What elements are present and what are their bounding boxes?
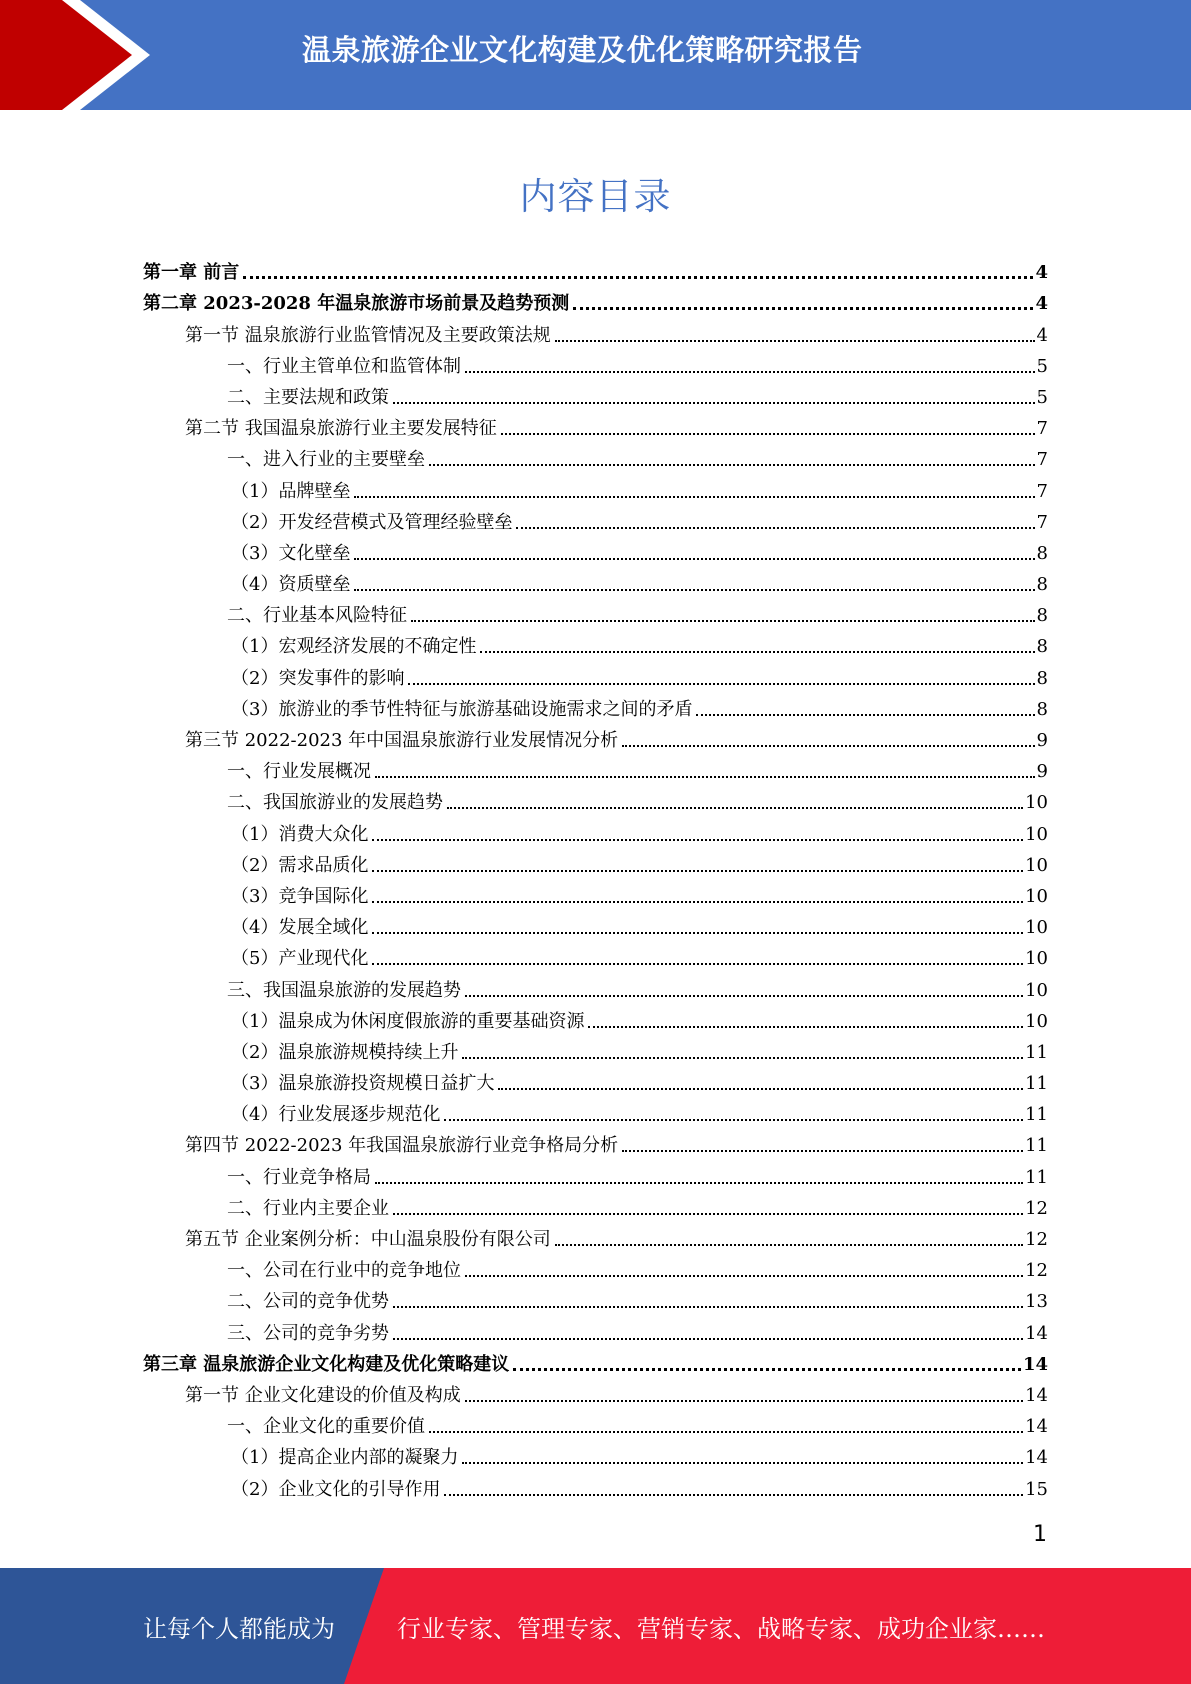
toc-entry[interactable] (143, 409, 1048, 440)
toc-dot-leader (243, 276, 1033, 279)
toc-entry[interactable] (143, 378, 1048, 409)
header-arrow-shape (0, 0, 160, 110)
header-banner (0, 0, 1191, 110)
toc-entry[interactable] (143, 721, 1048, 752)
toc-dot-leader (555, 340, 1035, 342)
toc-entry-page: 13 (1025, 1291, 1048, 1313)
toc-entry-label: （1）消费大众化 (231, 823, 369, 845)
toc-dot-leader (465, 1400, 1023, 1402)
toc-entry-page: 10 (1025, 917, 1048, 939)
toc-entry-page: 10 (1025, 1010, 1048, 1032)
toc-dot-leader (393, 1213, 1023, 1215)
toc-dot-leader (498, 1088, 1023, 1090)
toc-dot-leader (393, 1338, 1023, 1340)
toc-entry-page: 11 (1025, 1041, 1048, 1063)
toc-entry-label: 第一节 温泉旅游行业监管情况及主要政策法规 (185, 324, 551, 346)
toc-entry-label: （1）宏观经济发展的不确定性 (231, 636, 477, 658)
footer-slogan-left: 让每个人都能成为 (143, 1615, 335, 1643)
toc-entry-label: 第一节 企业文化建设的价值及构成 (185, 1384, 461, 1406)
toc-entry[interactable] (143, 565, 1048, 596)
toc-entry-page: 14 (1025, 1447, 1048, 1469)
toc-entry-page: 10 (1025, 854, 1048, 876)
toc-entry-label: 一、进入行业的主要壁垒 (227, 449, 425, 471)
toc-entry-label: （1）提高企业内部的凝聚力 (231, 1447, 459, 1469)
toc-dot-leader (462, 1462, 1023, 1464)
toc-entry-label: 二、公司的竞争优势 (227, 1291, 389, 1313)
toc-entry-page: 11 (1025, 1104, 1048, 1126)
toc-dot-leader (622, 745, 1034, 747)
toc-entry-label: 二、主要法规和政策 (227, 386, 389, 408)
toc-entry-page: 8 (1036, 667, 1048, 689)
toc-dot-leader (375, 776, 1035, 778)
toc-entry-label: 第一章 前言 (143, 262, 240, 284)
toc-dot-leader (480, 651, 1034, 653)
toc-entry-page: 8 (1036, 574, 1048, 596)
page-number: 1 (1033, 1522, 1047, 1547)
toc-entry[interactable] (143, 908, 1048, 939)
footer-slogan-right: 行业专家、管理专家、营销专家、战略专家、成功企业家…… (397, 1615, 1045, 1643)
toc-entry[interactable] (143, 1033, 1048, 1064)
toc-entry-page: 8 (1036, 605, 1048, 627)
toc-entry-label: （3）竞争国际化 (231, 885, 369, 907)
toc-entry[interactable] (143, 627, 1048, 658)
toc-entry[interactable] (143, 253, 1048, 284)
toc-entry-page: 15 (1025, 1478, 1048, 1500)
toc-entry[interactable] (143, 970, 1048, 1001)
table-of-contents (143, 253, 1048, 1501)
toc-entry-label: （3）文化壁垒 (231, 542, 351, 564)
report-title: 温泉旅游企业文化构建及优化策略研究报告 (302, 33, 863, 67)
toc-dot-leader (447, 807, 1023, 809)
toc-entry[interactable] (143, 939, 1048, 970)
toc-entry-page: 12 (1025, 1229, 1048, 1250)
toc-entry-page: 4 (1036, 324, 1048, 346)
toc-dot-leader (393, 402, 1035, 404)
toc-entry-label: 三、公司的竞争劣势 (227, 1322, 389, 1344)
toc-entry-page: 11 (1025, 1073, 1048, 1095)
toc-entry[interactable] (143, 1469, 1048, 1500)
toc-dot-leader (573, 307, 1033, 310)
toc-entry[interactable] (143, 1407, 1048, 1438)
toc-entry[interactable] (143, 440, 1048, 471)
toc-entry[interactable] (143, 1220, 1048, 1251)
toc-entry-label: （1）品牌壁垒 (231, 480, 351, 502)
toc-entry-label: （3）旅游业的季节性特征与旅游基础设施需求之间的矛盾 (231, 698, 693, 720)
toc-entry-label: 第四节 2022-2023 年我国温泉旅游行业竞争格局分析 (185, 1135, 619, 1157)
toc-entry-label: 第五节 企业案例分析：中山温泉股份有限公司 (185, 1229, 551, 1250)
toc-dot-leader (465, 371, 1035, 373)
toc-title: 内容目录 (519, 175, 672, 218)
footer-banner (0, 1568, 1191, 1684)
toc-entry-page: 4 (1035, 293, 1048, 315)
toc-dot-leader (411, 620, 1035, 622)
toc-entry[interactable] (143, 503, 1048, 534)
toc-entry-label: 一、公司在行业中的竞争地位 (227, 1260, 461, 1282)
toc-dot-leader (696, 714, 1034, 716)
toc-dot-leader (429, 464, 1035, 466)
toc-dot-leader (372, 932, 1023, 934)
toc-dot-leader (354, 589, 1034, 591)
toc-dot-leader (513, 1368, 1021, 1371)
toc-entry[interactable] (143, 596, 1048, 627)
toc-entry-label: （4）行业发展逐步规范化 (231, 1104, 441, 1126)
toc-entry-page: 7 (1036, 449, 1048, 471)
toc-entry-page: 9 (1036, 761, 1048, 783)
toc-dot-leader (462, 1057, 1023, 1059)
toc-entry[interactable] (143, 1345, 1048, 1376)
toc-entry-label: （4）发展全域化 (231, 917, 369, 939)
toc-entry-page: 12 (1025, 1197, 1048, 1219)
toc-entry-page: 10 (1025, 792, 1048, 814)
toc-dot-leader (408, 683, 1034, 685)
toc-entry[interactable] (143, 1313, 1048, 1344)
toc-entry-label: （2）开发经营模式及管理经验壁垒 (231, 511, 513, 533)
toc-entry-page: 10 (1025, 823, 1048, 845)
toc-entry-label: 第三节 2022-2023 年中国温泉旅游行业发展情况分析 (185, 730, 619, 751)
toc-entry-label: 三、我国温泉旅游的发展趋势 (227, 979, 461, 1001)
toc-dot-leader (372, 870, 1023, 872)
toc-entry-page: 8 (1036, 636, 1048, 658)
toc-entry-page: 7 (1036, 418, 1048, 440)
toc-entry-page: 10 (1025, 979, 1048, 1001)
toc-entry-page: 9 (1036, 730, 1048, 751)
toc-dot-leader (444, 1494, 1023, 1496)
toc-dot-leader (354, 558, 1034, 560)
toc-entry-label: （3）温泉旅游投资规模日益扩大 (231, 1073, 495, 1095)
toc-entry[interactable] (143, 877, 1048, 908)
toc-entry[interactable] (143, 658, 1048, 689)
toc-dot-leader (555, 1244, 1023, 1246)
toc-entry-label: 第二章 2023-2028 年温泉旅游市场前景及趋势预测 (143, 293, 570, 315)
toc-entry-label: （2）突发事件的影响 (231, 667, 405, 689)
toc-entry-page: 10 (1025, 948, 1048, 970)
toc-entry[interactable] (143, 690, 1048, 721)
toc-entry-label: 第三章 温泉旅游企业文化构建及优化策略建议 (143, 1353, 510, 1375)
toc-entry-label: 一、行业发展概况 (227, 761, 371, 783)
toc-dot-leader (375, 1182, 1023, 1184)
toc-dot-leader (465, 995, 1023, 997)
toc-entry-page: 7 (1036, 480, 1048, 502)
toc-entry[interactable] (143, 1064, 1048, 1095)
toc-dot-leader (429, 1431, 1023, 1433)
toc-entry-page: 5 (1036, 355, 1048, 377)
toc-dot-leader (444, 1119, 1023, 1121)
toc-dot-leader (622, 1150, 1023, 1152)
toc-entry[interactable] (143, 1438, 1048, 1469)
toc-dot-leader (516, 527, 1034, 529)
toc-entry-label: （2）温泉旅游规模持续上升 (231, 1041, 459, 1063)
toc-dot-leader (588, 1026, 1023, 1028)
toc-entry[interactable] (143, 1282, 1048, 1313)
toc-entry-page: 11 (1025, 1135, 1048, 1157)
toc-dot-leader (465, 1275, 1023, 1277)
toc-entry-page: 10 (1025, 885, 1048, 907)
toc-entry-page: 14 (1025, 1416, 1048, 1438)
toc-entry[interactable] (143, 284, 1048, 315)
toc-entry[interactable] (143, 846, 1048, 877)
toc-entry[interactable] (143, 347, 1048, 378)
toc-entry[interactable] (143, 471, 1048, 502)
toc-entry[interactable] (143, 1126, 1048, 1157)
toc-entry-label: 第二节 我国温泉旅游行业主要发展特征 (185, 418, 497, 440)
toc-entry-label: 二、行业内主要企业 (227, 1197, 389, 1219)
toc-entry[interactable] (143, 783, 1048, 814)
toc-entry[interactable] (143, 1251, 1048, 1282)
toc-entry-label: （4）资质壁垒 (231, 574, 351, 596)
toc-entry[interactable] (143, 1095, 1048, 1126)
toc-entry-label: （2）企业文化的引导作用 (231, 1478, 441, 1500)
toc-entry-page: 14 (1025, 1384, 1048, 1406)
toc-dot-leader (501, 433, 1035, 435)
toc-entry-label: （1）温泉成为休闲度假旅游的重要基础资源 (231, 1010, 585, 1032)
toc-entry-page: 7 (1036, 511, 1048, 533)
toc-entry-label: 二、我国旅游业的发展趋势 (227, 792, 443, 814)
toc-entry[interactable] (143, 1189, 1048, 1220)
toc-entry-page: 14 (1022, 1353, 1048, 1375)
toc-entry[interactable] (143, 1376, 1048, 1407)
toc-entry-page: 8 (1036, 698, 1048, 720)
toc-entry-page: 5 (1036, 386, 1048, 408)
toc-entry-label: 二、行业基本风险特征 (227, 605, 407, 627)
toc-dot-leader (393, 1306, 1023, 1308)
toc-entry[interactable] (143, 1157, 1048, 1188)
toc-entry-label: （2）需求品质化 (231, 854, 369, 876)
toc-entry-page: 11 (1025, 1166, 1048, 1188)
toc-dot-leader (372, 839, 1023, 841)
toc-entry[interactable] (143, 534, 1048, 565)
toc-entry[interactable] (143, 1002, 1048, 1033)
toc-dot-leader (354, 496, 1034, 498)
toc-entry-label: 一、企业文化的重要价值 (227, 1416, 425, 1438)
toc-entry-label: （5）产业现代化 (231, 948, 369, 970)
toc-entry-page: 8 (1036, 542, 1048, 564)
toc-entry-page: 14 (1025, 1322, 1048, 1344)
toc-dot-leader (372, 901, 1023, 903)
toc-entry-label: 一、行业竞争格局 (227, 1166, 371, 1188)
toc-entry-page: 4 (1035, 262, 1048, 284)
toc-dot-leader (372, 963, 1023, 965)
toc-entry[interactable] (143, 814, 1048, 845)
toc-entry[interactable] (143, 752, 1048, 783)
toc-entry[interactable] (143, 315, 1048, 346)
toc-entry-label: 一、行业主管单位和监管体制 (227, 355, 461, 377)
toc-entry-page: 12 (1025, 1260, 1048, 1282)
